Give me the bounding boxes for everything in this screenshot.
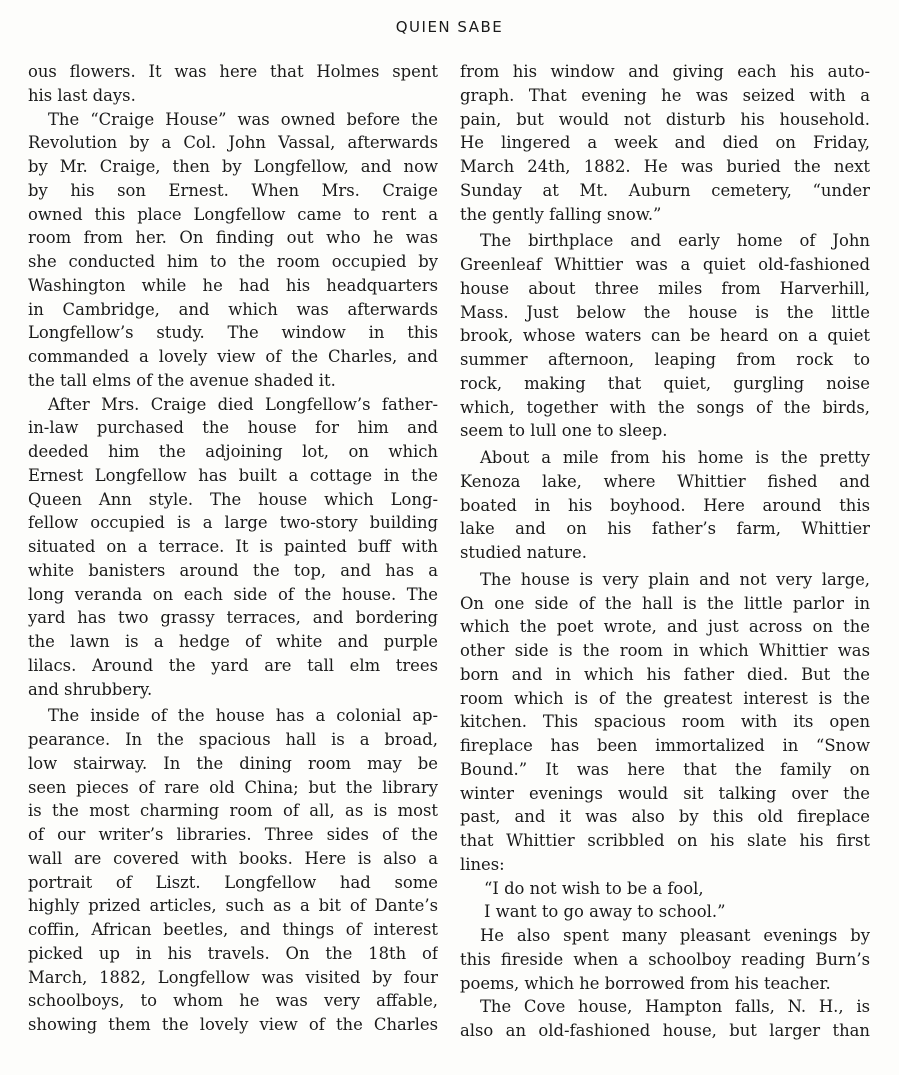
- text-line: fellow occupied is a large two-story building: [28, 513, 438, 533]
- text-line: by Mr. Craige, then by Longfellow, and now: [28, 157, 438, 176]
- text-line: that Whittier scribbled on his slate his first: [460, 831, 870, 850]
- text-line: The “Craige House” was owned before the: [48, 109, 438, 129]
- text-line: other side is the room in which Whittier was: [460, 641, 870, 660]
- left-column: [28, 60, 438, 1037]
- text-line: the lawn is a hedge of white and purple: [28, 632, 438, 651]
- text-line: past, and it was also by this old fireplace: [460, 807, 870, 827]
- text-line: yard has two grassy terraces, and bordering: [28, 608, 438, 628]
- text-line: which the poet wrote, and just across on the: [460, 617, 870, 637]
- text-line: the gently falling snow.”: [460, 204, 662, 224]
- text-line: He lingered a week and died on Friday,: [460, 133, 870, 153]
- text-line: Kenoza lake, where Whittier fished and: [460, 471, 870, 491]
- text-line: Revolution by a Col. John Vassal, afterwards: [28, 133, 438, 153]
- text-line: Longfellow’s study. The window in this: [28, 323, 438, 343]
- text-line: graph. That evening he was seized with a: [460, 85, 870, 105]
- text-line: pearance. In the spacious hall is a broad,: [28, 730, 438, 749]
- text-line: seen pieces of rare old China; but the library: [28, 777, 438, 797]
- text-line: from his window and giving each his auto-: [460, 62, 870, 81]
- text-line: also an old-fashioned house, but larger than: [460, 1021, 870, 1040]
- text-line: room which is of the greatest interest is the: [460, 688, 870, 708]
- text-line: About a mile from his home is the pretty: [480, 448, 870, 467]
- text-line: “I do not wish to be a fool,: [484, 878, 704, 898]
- text-line: portrait of Liszt. Longfellow had some: [28, 872, 438, 892]
- text-line: March, 1882, Longfellow was visited by four: [28, 967, 438, 987]
- text-line: pain, but would not disturb his household.: [460, 109, 870, 129]
- text-line: in-law purchased the house for him and: [28, 418, 438, 438]
- text-line: by his son Ernest. When Mrs. Craige: [28, 180, 438, 200]
- text-line: summer afternoon, leaping from rock to: [460, 350, 870, 369]
- text-line: house about three miles from Harverhill,: [460, 278, 870, 298]
- text-line: seem to lull one to sleep.: [460, 421, 668, 441]
- text-line: schoolboys, to whom he was very affable,: [28, 991, 438, 1011]
- text-line: deeded him the adjoining lot, on which: [28, 442, 438, 461]
- text-line: this fireside when a schoolboy reading Burn’s: [460, 949, 870, 969]
- text-line: winter evenings would sit talking over the: [460, 783, 870, 803]
- text-line: commanded a lovely view of the Charles, and: [28, 347, 438, 366]
- text-line: lake and on his father’s farm, Whittier: [460, 519, 870, 539]
- text-line: low stairway. In the dining room may be: [28, 753, 438, 773]
- text-line: ous flowers. It was here that Holmes spent: [28, 62, 438, 81]
- text-line: The house is very plain and not very large,: [480, 569, 870, 589]
- text-line: highly prized articles, such as a bit of Dante’s: [28, 896, 438, 916]
- text-line: she conducted him to the room occupied by: [28, 252, 438, 271]
- text-line: The Cove house, Hampton falls, N. H., is: [480, 997, 870, 1017]
- text-line: fireplace has been immortalized in “Snow: [460, 736, 870, 755]
- text-line: After Mrs. Craige died Longfellow’s father-: [48, 394, 438, 414]
- text-line: showing them the lovely view of the Charles: [28, 1015, 438, 1034]
- text-line: and shrubbery.: [28, 679, 153, 699]
- text-line: I want to go away to school.”: [484, 902, 726, 922]
- text-line: picked up in his travels. On the 18th of: [28, 943, 438, 963]
- text-line: The inside of the house has a colonial ap-: [48, 706, 438, 726]
- text-line: owned this place Longfellow came to rent a: [28, 204, 438, 224]
- text-line: the tall elms of the avenue shaded it.: [28, 370, 336, 390]
- text-line: is the most charming room of all, as is most: [28, 801, 438, 821]
- text-line: rock, making that quiet, gurgling noise: [460, 373, 870, 393]
- text-line: Bound.” It was here that the family on: [460, 759, 870, 779]
- text-line: poems, which he borrowed from his teacher.: [460, 973, 831, 993]
- text-line: situated on a terrace. It is painted buff with: [28, 537, 438, 556]
- text-line: Ernest Longfellow has built a cottage in the: [28, 465, 438, 485]
- text-line: Sunday at Mt. Auburn cemetery, “under: [460, 180, 870, 200]
- text-line: of our writer’s libraries. Three sides of the: [28, 825, 438, 844]
- text-line: which, together with the songs of the birds,: [460, 397, 870, 417]
- text-line: The birthplace and early home of John: [480, 231, 870, 251]
- text-line: born and in which his father died. But the: [460, 664, 870, 684]
- text-line: lines:: [460, 854, 505, 874]
- text-line: boated in his boyhood. Here around this: [460, 495, 870, 515]
- text-line: March 24th, 1882. He was buried the next: [460, 157, 870, 176]
- right-column: [460, 60, 870, 1043]
- text-line: He also spent many pleasant evenings by: [480, 926, 870, 945]
- text-line: wall are covered with books. Here is also a: [28, 848, 438, 868]
- text-line: Washington while he had his headquarters: [28, 275, 438, 295]
- text-line: white banisters around the top, and has a: [28, 560, 438, 580]
- text-line: coffin, African beetles, and things of interest: [28, 920, 438, 939]
- text-line: long veranda on each side of the house. The: [28, 584, 438, 604]
- text-line: room from her. On finding out who he was: [28, 228, 438, 248]
- text-line: Greenleaf Whittier was a quiet old-fashioned: [460, 255, 870, 274]
- text-line: kitchen. This spacious room with its open: [460, 712, 870, 732]
- text-line: studied nature.: [460, 543, 587, 562]
- text-line: brook, whose waters can be heard on a quiet: [460, 326, 870, 346]
- text-line: lilacs. Around the yard are tall elm trees: [28, 655, 438, 675]
- running-header: QUIEN SABE: [395, 18, 504, 36]
- text-line: in Cambridge, and which was afterwards: [28, 299, 438, 319]
- text-line: Mass. Just below the house is the little: [460, 302, 870, 322]
- text-line: his last days.: [28, 85, 136, 105]
- text-line: Queen Ann style. The house which Long-: [28, 489, 438, 509]
- text-line: On one side of the hall is the little parlor in: [460, 593, 870, 613]
